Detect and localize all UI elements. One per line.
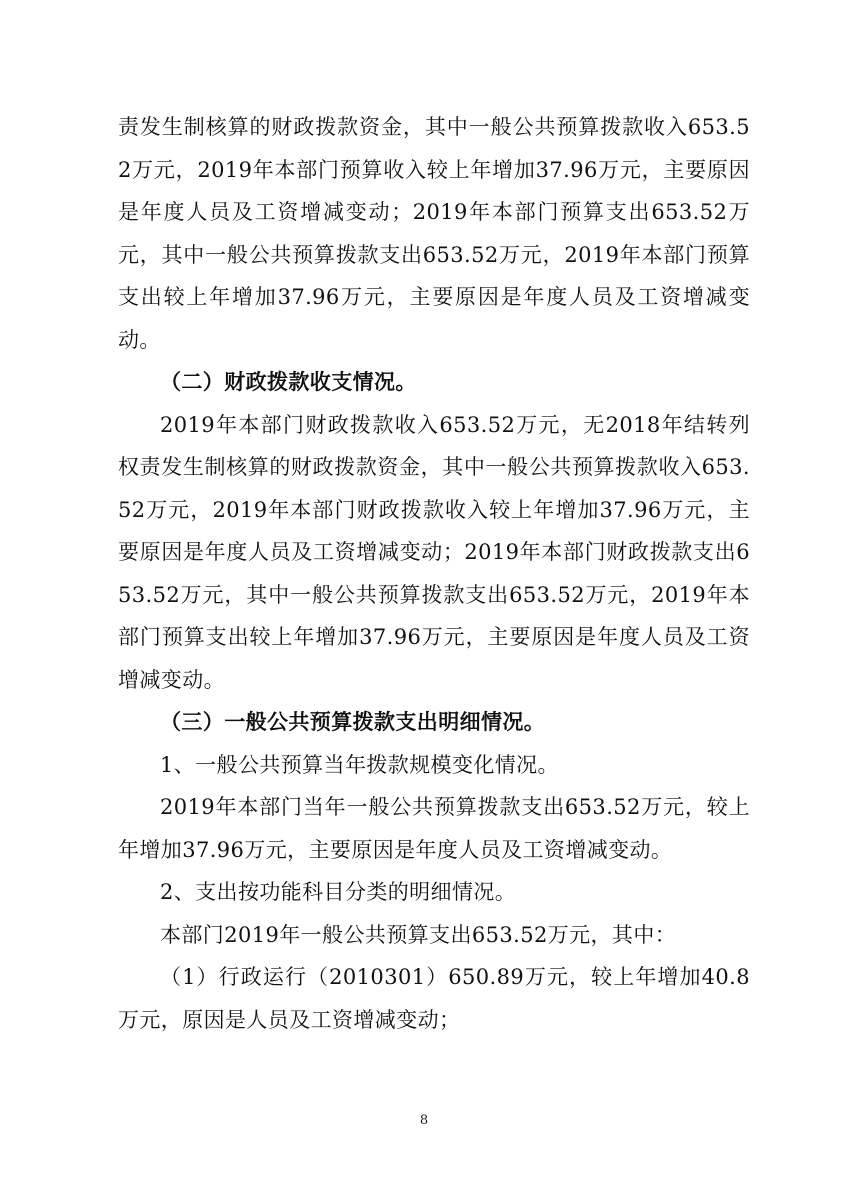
page-number: 8 — [419, 1113, 429, 1128]
paragraph-fiscal-appropriation: 2019年本部门财政拨款收入653.52万元，无2018年结转列权责发生制核算的财政拨款资金，其中一般公共预算拨款收入653.52万元，2019年本部门财政拨款收入较上年增加37.96万元，主要原因是年度人员及工资增减变动；2019年本部门财政拨款支出653.52万元，其中一般公共预算拨款支出653.52万元，2019年本部门预算支出较上年增加37.96万元，主要原因是年度人员及工资增减变动。 — [118, 412, 750, 692]
section-heading-general-budget-details: （三）一般公共预算拨款支出明细情况。 — [160, 709, 546, 734]
section-heading-fiscal-appropriation: （二）财政拨款收支情况。 — [160, 369, 417, 394]
document-body — [118, 106, 750, 1041]
subheading-functional-classification: 2、支出按功能科目分类的明细情况。 — [160, 880, 517, 904]
paragraph-functional-total: 本部门2019年一般公共预算支出653.52万元，其中： — [160, 922, 677, 947]
paragraph-budget-summary: 责发生制核算的财政拨款资金，其中一般公共预算拨款收入653.52万元，2019年本部门预算收入较上年增加37.96万元，主要原因是年度人员及工资增减变动；2019年本部门预算支出653.52万元，其中一般公共预算拨款支出653.52万元，2019年本部门预算支出较上年增加37.96万元，主要原因是年度人员及工资增减变动。 — [118, 115, 750, 352]
paragraph-admin-operation: （1）行政运行（2010301）650.89万元，较上年增加40.8万元，原因是人员及工资增减变动； — [118, 965, 750, 1032]
paragraph-scale-change: 2019年本部门当年一般公共预算拨款支出653.52万元，较上年增加37.96万元，主要原因是年度人员及工资增减变动。 — [118, 795, 750, 862]
subheading-scale-change: 1、一般公共预算当年拨款规模变化情况。 — [160, 752, 559, 777]
